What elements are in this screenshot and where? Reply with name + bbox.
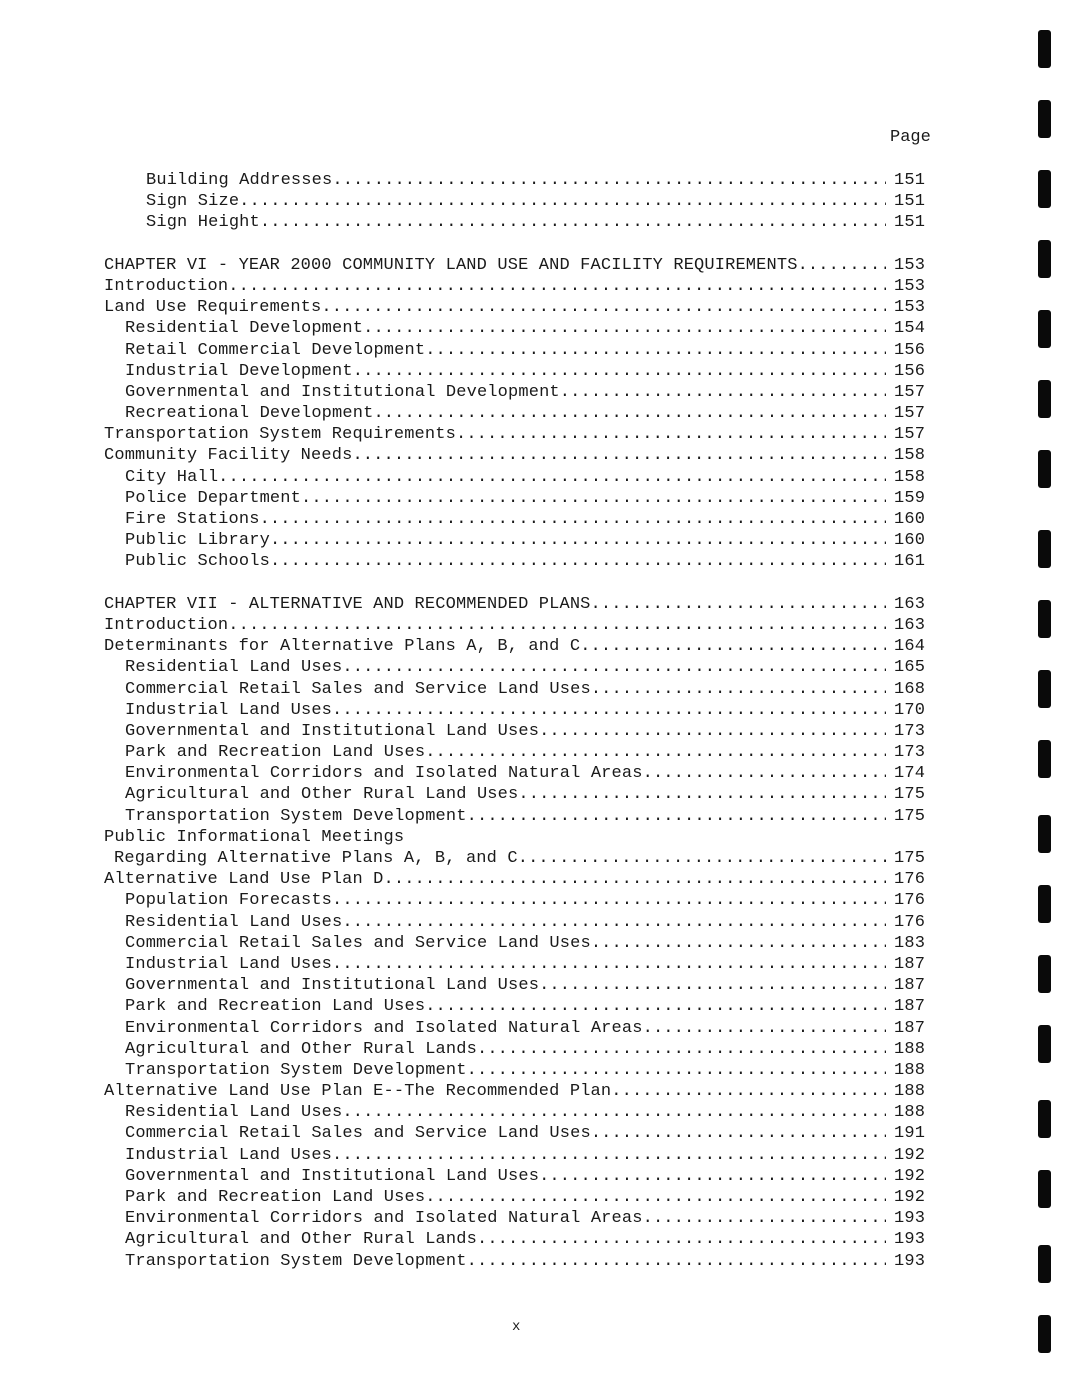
- dot-leader: [373, 403, 886, 424]
- toc-entry: [104, 361, 934, 382]
- toc-entry: [104, 488, 934, 509]
- dot-leader: [228, 615, 886, 636]
- toc-entry-page: 164: [894, 637, 926, 657]
- toc-entry-title: Population Forecasts: [125, 891, 333, 911]
- toc-entry-title: Introduction: [104, 615, 229, 635]
- binding-hole-mark: [1038, 955, 1051, 993]
- toc-entry-title: Sign Size: [146, 192, 240, 212]
- toc-entry-page: 188: [894, 1039, 926, 1059]
- toc-entry-title: Recreational Development: [125, 404, 374, 424]
- toc-entry-title: Building Addresses: [146, 171, 333, 190]
- dot-leader: [332, 890, 886, 911]
- toc-entry-title: Transportation System Development: [125, 806, 467, 826]
- toc-entry: [104, 340, 934, 361]
- toc-entry: [104, 276, 934, 297]
- toc-entry: [104, 742, 934, 763]
- dot-leader: [425, 996, 886, 1017]
- toc-entry: [104, 933, 934, 954]
- toc-entry: [104, 827, 934, 848]
- dot-leader: [342, 1102, 886, 1123]
- toc-entry-title: Sign Height: [146, 213, 260, 233]
- dot-leader: [591, 679, 886, 700]
- toc-entry-page: 157: [894, 425, 926, 445]
- dot-leader: [643, 1018, 886, 1039]
- binding-hole-mark: [1038, 100, 1051, 138]
- toc-entry-title: Agricultural and Other Rural Land Uses: [125, 785, 519, 805]
- toc-entry-title: Fire Stations: [125, 510, 260, 529]
- toc-entry-page: 170: [894, 700, 926, 720]
- toc-entry: [104, 890, 934, 911]
- toc-entry-page: 151: [894, 171, 926, 190]
- toc-entry-title: Environmental Corridors and Isolated Natural Areas: [125, 764, 643, 784]
- binding-hole-mark: [1038, 1025, 1051, 1063]
- toc-entry-page: 153: [894, 276, 926, 296]
- toc-entry-title: Residential Land Uses: [125, 912, 343, 932]
- toc-entry-title: Park and Recreation Land Uses: [125, 997, 426, 1017]
- toc-entry: [104, 1251, 934, 1272]
- toc-entry-title: Governmental and Institutional Land Uses: [125, 1166, 540, 1186]
- dot-leader: [643, 1208, 886, 1229]
- toc-entry-title: Environmental Corridors and Isolated Natural Areas: [125, 1018, 643, 1038]
- toc-entry-title: Commercial Retail Sales and Service Land Uses: [125, 933, 591, 953]
- toc-entry-title: Park and Recreation Land Uses: [125, 1188, 426, 1207]
- toc-entry: [104, 615, 934, 636]
- toc-entry-title: Commercial Retail Sales and Service Land Uses: [125, 679, 591, 699]
- toc-entry-title: Public Informational Meetings: [104, 827, 405, 847]
- toc-entry-title: Community Facility Needs: [104, 446, 353, 466]
- dot-leader: [342, 912, 886, 933]
- toc-entry: [104, 848, 934, 869]
- spiral-binding: [1038, 0, 1054, 1380]
- dot-leader: [228, 276, 886, 297]
- dot-leader: [425, 1187, 886, 1208]
- toc-entry: [104, 975, 934, 996]
- page-folio: x: [512, 1319, 521, 1335]
- toc-entry-title: Introduction: [104, 276, 229, 296]
- toc-entry: [104, 530, 934, 551]
- toc-entry-page: 159: [894, 488, 926, 508]
- toc-entry-title: Police Department: [125, 488, 301, 508]
- toc-entry-title: Residential Land Uses: [125, 1103, 343, 1123]
- toc-entry-title: Transportation System Requirements: [104, 425, 456, 445]
- toc-entry-title: Alternative Land Use Plan D: [104, 870, 384, 890]
- dot-leader: [539, 975, 886, 996]
- toc-entry-page: 153: [894, 298, 926, 318]
- toc-entry-page: 174: [894, 764, 926, 784]
- dot-leader: [591, 1123, 886, 1144]
- toc-entry: [104, 784, 934, 805]
- toc-entry-page: 192: [894, 1166, 926, 1186]
- toc-entry-page: 151: [894, 213, 926, 233]
- toc-entry-title: Industrial Land Uses: [125, 700, 333, 720]
- toc-entry-page: 176: [894, 870, 926, 890]
- toc-entry-title: Public Schools: [125, 552, 270, 572]
- toc-entry-title: Regarding Alternative Plans A, B, and C: [114, 849, 518, 868]
- toc-entry-page: 158: [894, 467, 926, 487]
- dot-leader: [580, 636, 886, 657]
- toc-entry: [104, 255, 934, 276]
- toc-entry-page: 193: [894, 1209, 926, 1229]
- toc-entry-page: 157: [894, 382, 926, 402]
- dot-leader: [591, 594, 886, 615]
- toc-entry-title: Industrial Land Uses: [125, 1145, 333, 1165]
- toc-entry-page: 175: [894, 785, 926, 805]
- dot-leader: [539, 721, 886, 742]
- dot-leader: [467, 1251, 886, 1272]
- toc-entry-title: Agricultural and Other Rural Lands: [125, 1039, 477, 1059]
- toc-entry: [104, 1060, 934, 1081]
- dot-leader: [477, 1229, 886, 1250]
- toc-entry-page: 188: [894, 1060, 926, 1080]
- toc-entry: [104, 191, 934, 212]
- toc-entry-title: Governmental and Institutional Development: [125, 382, 560, 402]
- toc-entry-title: Transportation System Development: [125, 1251, 467, 1271]
- toc-entry-page: 168: [894, 679, 926, 699]
- toc-entry-page: 192: [894, 1188, 926, 1207]
- toc-entry-page: 188: [894, 1082, 926, 1102]
- dot-leader: [643, 763, 886, 784]
- dot-leader: [321, 297, 886, 318]
- dot-leader: [342, 657, 886, 678]
- binding-hole-mark: [1038, 740, 1051, 778]
- toc-entry-page: 151: [894, 192, 926, 212]
- binding-hole-mark: [1038, 600, 1051, 638]
- table-of-contents: [104, 170, 934, 1272]
- toc-entry: [104, 1123, 934, 1144]
- toc-entry: [104, 1102, 934, 1123]
- dot-leader: [456, 424, 886, 445]
- toc-entry: [104, 1039, 934, 1060]
- toc-entry-page: 173: [894, 743, 926, 763]
- dot-leader: [467, 1060, 886, 1081]
- binding-hole-mark: [1038, 885, 1051, 923]
- binding-hole-mark: [1038, 1170, 1051, 1208]
- dot-leader: [332, 1145, 886, 1166]
- dot-leader: [539, 1166, 886, 1187]
- toc-entry: [104, 467, 934, 488]
- dot-leader: [363, 318, 886, 339]
- toc-entry-page: 160: [894, 531, 926, 551]
- toc-entry-title: Park and Recreation Land Uses: [125, 743, 426, 763]
- toc-entry-page: 187: [894, 976, 926, 996]
- dot-leader: [332, 170, 886, 191]
- dot-leader: [353, 361, 886, 382]
- toc-entry: [104, 954, 934, 975]
- toc-entry-title: CHAPTER VII - ALTERNATIVE AND RECOMMENDED PLANS: [104, 594, 591, 614]
- toc-entry-title: CHAPTER VI - YEAR 2000 COMMUNITY LAND USE AND FACILITY REQUIREMENTS: [104, 255, 798, 275]
- toc-entry-page: 176: [894, 891, 926, 911]
- toc-entry-page: 156: [894, 340, 926, 360]
- binding-hole-mark: [1038, 240, 1051, 278]
- toc-entry-title: Governmental and Institutional Land Uses: [125, 976, 540, 996]
- dot-leader: [260, 212, 886, 233]
- toc-entry: [104, 1229, 934, 1250]
- dot-leader: [425, 340, 886, 361]
- toc-entry-page: 191: [894, 1124, 926, 1144]
- dot-leader: [270, 551, 886, 572]
- toc-entry: [104, 869, 934, 890]
- toc-entry-title: Governmental and Institutional Land Uses: [125, 721, 540, 741]
- toc-entry: [104, 1145, 934, 1166]
- dot-leader: [270, 530, 886, 551]
- toc-entry-page: 165: [894, 658, 926, 678]
- dot-leader: [301, 488, 886, 509]
- toc-entry-title: Public Library: [125, 531, 270, 551]
- toc-entry-page: 188: [894, 1103, 926, 1123]
- toc-entry-title: Residential Development: [125, 319, 364, 339]
- binding-hole-mark: [1038, 380, 1051, 418]
- toc-entry-page: 192: [894, 1145, 926, 1165]
- toc-entry-page: 156: [894, 361, 926, 381]
- binding-hole-mark: [1038, 170, 1051, 208]
- toc-entry: [104, 657, 934, 678]
- binding-hole-mark: [1038, 450, 1051, 488]
- binding-hole-mark: [1038, 815, 1051, 853]
- dot-leader: [239, 191, 886, 212]
- toc-entry-page: 187: [894, 1018, 926, 1038]
- toc-entry-title: City Hall: [125, 467, 219, 487]
- dot-leader: [518, 784, 886, 805]
- dot-leader: [384, 869, 887, 890]
- binding-hole-mark: [1038, 30, 1051, 68]
- toc-entry: [104, 721, 934, 742]
- toc-entry: [104, 212, 934, 233]
- toc-entry-title: Determinants for Alternative Plans A, B, and C: [104, 637, 581, 657]
- toc-entry-page: 193: [894, 1230, 926, 1250]
- dot-leader: [332, 954, 886, 975]
- toc-entry: [104, 636, 934, 657]
- toc-entry-title: Environmental Corridors and Isolated Natural Areas: [125, 1209, 643, 1229]
- toc-entry-title: Industrial Land Uses: [125, 954, 333, 974]
- toc-entry-page: 183: [894, 933, 926, 953]
- toc-entry: [104, 1166, 934, 1187]
- dot-leader: [591, 933, 886, 954]
- dot-leader: [260, 509, 886, 530]
- toc-entry: [104, 424, 934, 445]
- dot-leader: [798, 255, 886, 276]
- toc-entry-page: 175: [894, 849, 926, 868]
- toc-entry-page: 176: [894, 912, 926, 932]
- toc-entry-page: 163: [894, 594, 926, 614]
- toc-entry-title: Residential Land Uses: [125, 658, 343, 678]
- dot-leader: [477, 1039, 886, 1060]
- toc-entry-page: 161: [894, 552, 926, 572]
- toc-entry-page: 153: [894, 255, 926, 275]
- toc-entry-page: 187: [894, 954, 926, 974]
- toc-entry-title: Agricultural and Other Rural Lands: [125, 1230, 477, 1250]
- toc-entry: [104, 382, 934, 403]
- toc-entry-title: Land Use Requirements: [104, 298, 322, 318]
- dot-leader: [518, 848, 886, 869]
- dot-leader: [425, 742, 886, 763]
- toc-entry-title: Commercial Retail Sales and Service Land Uses: [125, 1124, 591, 1144]
- toc-entry: [104, 594, 934, 615]
- toc-entry: [104, 679, 934, 700]
- toc-entry-page: 163: [894, 615, 926, 635]
- binding-hole-mark: [1038, 1315, 1051, 1353]
- binding-hole-mark: [1038, 1245, 1051, 1283]
- toc-entry: [104, 1081, 934, 1102]
- toc-entry-title: Retail Commercial Development: [125, 340, 426, 360]
- toc-entry: [104, 509, 934, 530]
- toc-entry: [104, 170, 934, 191]
- toc-entry-page: 158: [894, 446, 926, 466]
- toc-entry: [104, 700, 934, 721]
- toc-entry: [104, 912, 934, 933]
- toc-entry-title: Industrial Development: [125, 361, 353, 381]
- toc-entry: [104, 1018, 934, 1039]
- toc-entry: [104, 445, 934, 466]
- toc-entry: [104, 763, 934, 784]
- toc-entry: [104, 806, 934, 827]
- page-column-header: Page: [890, 128, 931, 147]
- toc-entry-page: 175: [894, 806, 926, 826]
- binding-hole-mark: [1038, 310, 1051, 348]
- toc-entry-title: Alternative Land Use Plan E--The Recommended Plan: [104, 1082, 612, 1102]
- binding-hole-mark: [1038, 530, 1051, 568]
- toc-entry-page: 187: [894, 997, 926, 1017]
- binding-hole-mark: [1038, 1100, 1051, 1138]
- dot-leader: [352, 445, 886, 466]
- toc-entry-page: 193: [894, 1251, 926, 1271]
- dot-leader: [218, 467, 886, 488]
- toc-entry: [104, 403, 934, 424]
- toc-entry: [104, 1208, 934, 1229]
- dot-leader: [560, 382, 886, 403]
- toc-entry: [104, 996, 934, 1017]
- toc-entry-title: Transportation System Development: [125, 1060, 467, 1080]
- toc-entry-page: 173: [894, 721, 926, 741]
- dot-leader: [332, 700, 886, 721]
- toc-entry: [104, 1187, 934, 1208]
- toc-entry: [104, 297, 934, 318]
- toc-entry-page: 154: [894, 319, 926, 339]
- binding-hole-mark: [1038, 670, 1051, 708]
- dot-leader: [467, 806, 886, 827]
- toc-entry-page: 157: [894, 404, 926, 424]
- toc-entry-page: 160: [894, 510, 926, 529]
- toc-entry: [104, 318, 934, 339]
- dot-leader: [611, 1081, 886, 1102]
- toc-entry: [104, 551, 934, 572]
